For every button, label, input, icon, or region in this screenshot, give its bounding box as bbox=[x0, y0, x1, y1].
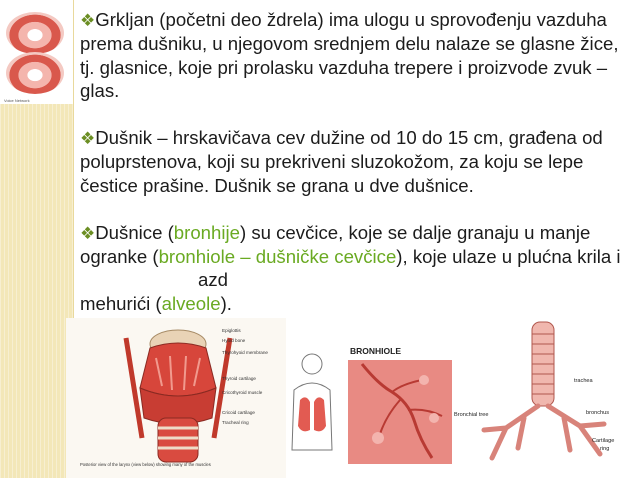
bronchiole-title: BRONHIOLE bbox=[350, 346, 401, 356]
decorative-left-strip bbox=[0, 0, 74, 478]
bronchial-tree-figure bbox=[454, 318, 632, 478]
larynx-label: Epiglottis bbox=[222, 328, 241, 333]
paragraph-text: Grkljan (početni deo ždrela) ima ulogu u sprovođenju vazduha prema dušniku, u njegovom srednjem delu nalaze se glasne žice, tj. glasnice, koje pri prolasku vazduha trepere i proizvode zvuk – glas. bbox=[80, 9, 619, 102]
tree-label: bronchus bbox=[586, 410, 610, 416]
tree-label: ring bbox=[600, 446, 610, 452]
lungs-silhouette bbox=[292, 354, 332, 450]
larynx-anatomy-figure bbox=[66, 318, 286, 478]
larynx-label: Cricothyroid muscle bbox=[222, 390, 263, 395]
bullet-icon: ❖ bbox=[80, 129, 96, 149]
text-segment: ), koje ulaze u plućna krila i bbox=[396, 246, 621, 268]
paragraph-larynx bbox=[80, 8, 632, 103]
tree-label: trachea bbox=[574, 378, 593, 384]
tree-label: Cartilage bbox=[592, 438, 615, 444]
highlight-bronhiole: bronhiole – dušničke cevčice bbox=[158, 246, 397, 268]
larynx-label: Tracheal ring bbox=[222, 420, 249, 425]
text-segment: ) su cevčice, koje se dalje granaju u manje ogranke ( bbox=[80, 221, 591, 268]
bronchiole-drawing bbox=[348, 360, 452, 464]
highlight-alveole: alveole bbox=[161, 292, 221, 314]
slide-body-text bbox=[80, 8, 632, 315]
text-segment: mehurići ( bbox=[80, 292, 162, 314]
trachea-drawing bbox=[484, 322, 604, 458]
paragraph-text: Dušnik – hrskavičava cev dužine od 10 do 15 cm, građena od poluprstenova, koji su prekriveni sluzokožom, za koju se lepe čestice prašine. Dušnik se grana u dve dušnice. bbox=[80, 127, 603, 196]
tree-label: Bronchial tree bbox=[454, 412, 489, 418]
thumbnail-caption: Voice Network bbox=[4, 98, 30, 103]
paragraph-trachea bbox=[80, 126, 632, 197]
larynx-label: Thyrohyoid membrane bbox=[222, 350, 268, 355]
larynx-thumbnail-image bbox=[6, 52, 64, 94]
paragraph-bronchi bbox=[80, 221, 632, 316]
text-segment: azd bbox=[198, 269, 228, 291]
larynx-label: Thyroid cartilage bbox=[222, 376, 256, 381]
highlight-bronhije: bronhije bbox=[173, 221, 240, 243]
larynx-label: Hyoid bone bbox=[222, 338, 246, 343]
bronchiole-figure bbox=[282, 330, 458, 478]
bullet-icon: ❖ bbox=[80, 223, 96, 243]
larynx-caption: Posterior view of the larynx (view below) showing many of the muscles bbox=[80, 462, 211, 467]
larynx-label: Cricoid cartilage bbox=[222, 410, 255, 415]
text-segment: ). bbox=[220, 292, 232, 314]
bullet-icon: ❖ bbox=[80, 11, 96, 30]
larynx-thumbnail-image bbox=[6, 12, 64, 54]
text-segment: Dušnice ( bbox=[95, 221, 174, 243]
